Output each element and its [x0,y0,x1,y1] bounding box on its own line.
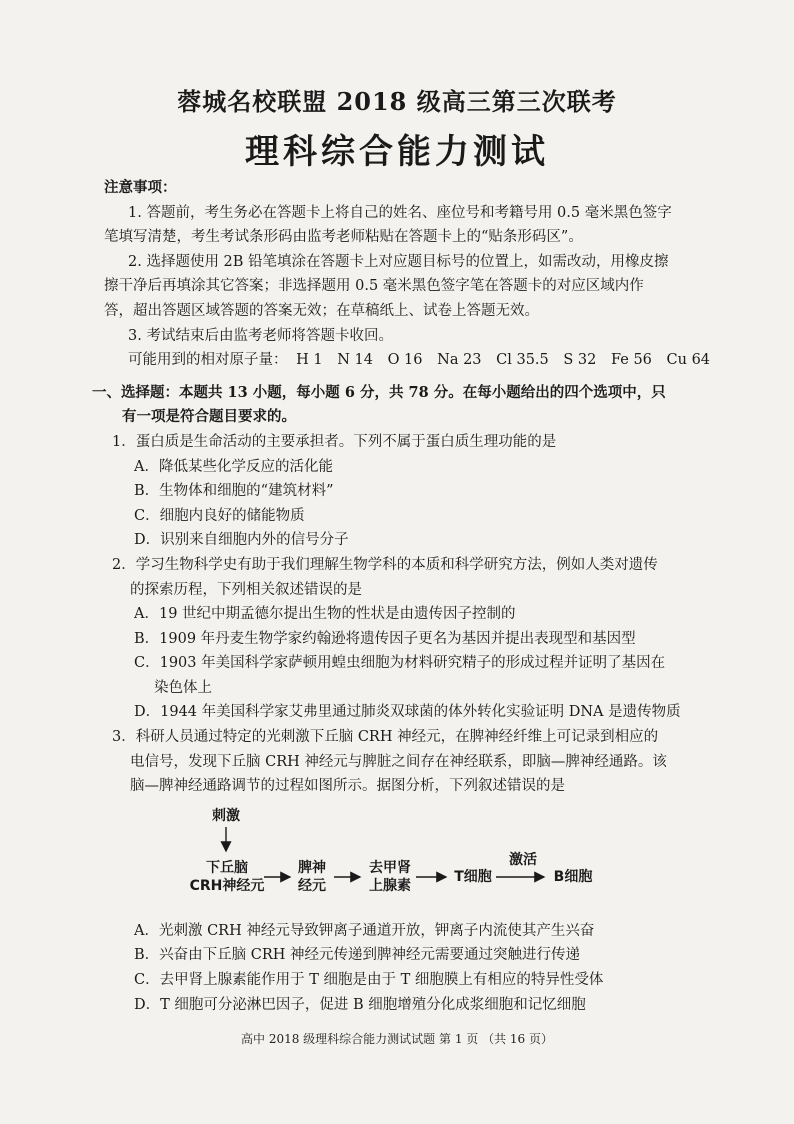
exam-body [92,176,724,1017]
node-spleen-neuron-line-1: 脾神 [298,859,326,876]
question-2 [104,553,724,725]
atomic-mass: O 16 [387,352,423,369]
option-b: B．1909 年丹麦生物学家约翰逊将遗传因子更名为基因并提出表现型和基因型 [134,630,636,647]
notice-3-line-1: 3. 考试结束后由监考老师将答题卡收回。 [128,327,393,344]
atomic-mass: Cl 35.5 [496,352,549,369]
option-c: C．1903 年美国科学家萨顿用蝗虫细胞为材料研究精子的形成过程并证明了基因在 [134,655,666,672]
atomic-mass: Fe 56 [611,352,652,369]
notice-2-line-2: 擦干净后再填涂其它答案；非选择题用 0.5 毫米黑色签字笔在答题卡的对应区域内作 [104,278,644,295]
node-norepinephrine-line-1: 去甲肾 [369,859,411,876]
exam-subtitle: 理科综合能力测试 [245,132,549,172]
stimulus-label: 刺激 [212,807,240,824]
pathway-arrows [104,803,724,913]
question-stem: 的探索历程，下列相关叙述错误的是 [130,581,362,598]
option-a: A．19 世纪中期孟德尔提出生物的性状是由遗传因子控制的 [134,606,516,623]
node-t-cell: T细胞 [454,868,492,885]
option-c: 染色体上 [154,679,212,696]
notice-1-line-2: 笔填写清楚，考生考试条形码由监考老师粘贴在答题卡上的“贴条形码区”。 [104,229,583,246]
question-stem: 电信号，发现下丘脑 CRH 神经元与脾脏之间存在神经联系，即脑—脾神经通路。该 [130,753,667,770]
notice-heading: 注意事项： [104,179,177,196]
node-spleen-neuron [290,859,334,895]
question-stem: 脑—脾神经通路调节的过程如图所示。据图分析，下列叙述错误的是 [130,778,565,795]
node-crh-neuron [182,859,272,895]
notice-3 [104,324,724,349]
question-stem: 1．蛋白质是生命活动的主要承担者。下列不属于蛋白质生理功能的是 [112,433,557,450]
notice-2-line-1: 2. 选择题使用 2B 铅笔填涂在答题卡上对应题目标号的位置上，如需改动，用橡皮擦 [128,253,669,270]
question-stem: 3．科研人员通过特定的光刺激下丘脑 CRH 神经元，在脾神经纤维上可记录到相应的 [112,729,659,746]
node-spleen-neuron-line-2: 经元 [298,877,326,894]
node-crh-neuron-line-1: 下丘脑 [206,859,248,876]
node-norepinephrine [362,859,418,895]
option-b: B．生物体和细胞的“建筑材料” [134,483,334,500]
option-c: C．去甲肾上腺素能作用于 T 细胞是由于 T 细胞膜上有相应的特异性受体 [134,972,604,989]
atomic-mass: N 14 [337,352,373,369]
arrow-label-activate: 激活 [509,851,537,868]
atomic-masses-label: 可能用到的相对原子量： [128,352,288,369]
pathway-diagram [104,803,724,913]
notice-2 [104,250,724,324]
option-a: A．降低某些化学反应的活化能 [134,458,333,475]
exam-title: 蓉城名校联盟 2018 级高三第三次联考 [177,87,617,116]
page-footer: 高中 2018 级理科综合能力测试试题 第 1 页 （共 16 页） [241,1032,553,1046]
notice-2-line-3: 答，超出答题区域答题的答案无效；在草稿纸上、试卷上答题无效。 [104,302,539,319]
section-heading-line-2: 有一项是符合题目要求的。 [122,408,296,426]
node-norepinephrine-line-2: 上腺素 [369,877,411,894]
option-b: B．兴奋由下丘脑 CRH 神经元传递到脾神经元需要通过突触进行传递 [134,947,581,964]
section-heading-line-1: 一、选择题：本题共 13 小题，每小题 6 分，共 78 分。在每小题给出的四个选项中，只 [92,383,666,401]
option-c: C．细胞内良好的储能物质 [134,507,305,524]
atomic-mass: Na 23 [437,352,482,369]
atomic-mass: Cu 64 [666,352,711,369]
option-d: D．识别来自细胞内外的信号分子 [134,532,349,549]
question-3 [104,725,724,1017]
section-heading [92,381,724,430]
atomic-mass: S 32 [563,352,597,369]
atomic-masses [104,348,724,373]
question-1 [104,430,724,553]
notice-1 [104,201,724,250]
option-a: A．光刺激 CRH 神经元导致钾离子通道开放，钾离子内流使其产生兴奋 [134,922,595,939]
option-d: D．1944 年美国科学家艾弗里通过肺炎双球菌的体外转化实验证明 DNA 是遗传物质 [134,704,681,721]
option-d: D．T 细胞可分泌淋巴因子，促进 B 细胞增殖分化成浆细胞和记忆细胞 [134,996,586,1013]
notice-1-line-1: 1. 答题前，考生务必在答题卡上将自己的姓名、座位号和考籍号用 0.5 毫米黑色签字 [128,204,672,221]
question-stem: 2．学习生物科学史有助于我们理解生物学科的本质和科学研究方法，例如人类对遗传 [112,556,658,573]
atomic-mass: H 1 [296,352,323,369]
node-b-cell: B细胞 [553,868,593,885]
node-crh-neuron-line-2: CRH神经元 [189,877,265,894]
